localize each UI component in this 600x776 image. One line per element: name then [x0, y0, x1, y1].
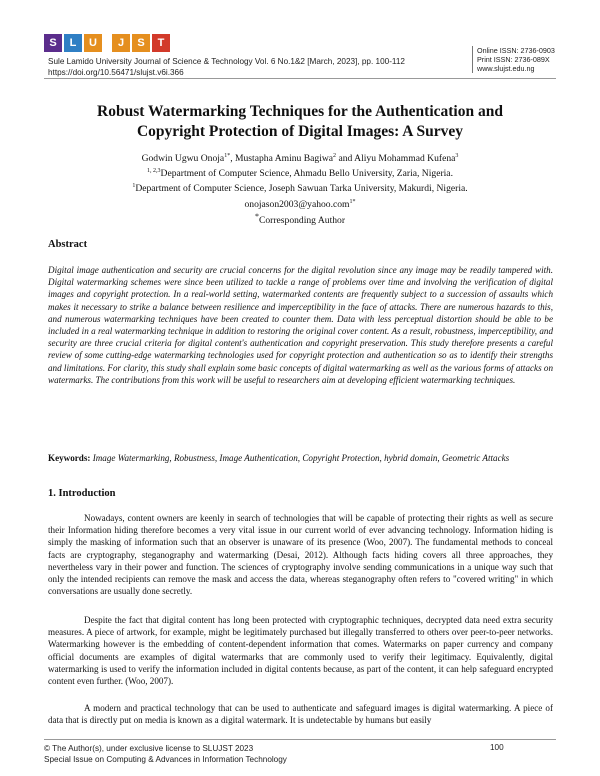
logo-letter: J: [112, 34, 130, 52]
online-issn: Online ISSN: 2736-0903: [477, 46, 555, 55]
intro-paragraph-3: A modern and practical technology that can be used to authenticate and safeguard images is digital watermarking. A piece of data that is directly put on media is known as a digital watermark. It is undetectable by humans but easily: [48, 703, 553, 726]
header-divider: [44, 78, 556, 79]
logo-letter: L: [64, 34, 82, 52]
keywords-label: Keywords:: [48, 453, 91, 463]
paper-title: [60, 102, 540, 142]
journal-header: [48, 56, 468, 78]
footer: [44, 743, 287, 765]
corresponding-author-note: *Corresponding Author: [254, 212, 346, 227]
page-number: 100: [490, 743, 504, 752]
section-heading-introduction: 1. Introduction: [48, 488, 116, 499]
keywords-list: Image Watermarking, Robustness, Image Authentication, Copyright Protection, hybrid domain, Geometric Attacks: [90, 453, 510, 463]
license-note: © The Author(s), under exclusive license to SLUJST 2023: [44, 744, 254, 753]
intro-paragraph-2: Despite the fact that digital content has long been protected with cryptographic techniques, decrypted data need extra security measures. A piece of artwork, for example, might be legitimately purchased but illegally transferred to others over peer-to-peer networks. Watermarking however is the embedding of content-dependent information that comes. Watermarks on paper currency and company official documents are examples of digital watermarks that are commonly used to verify their legitimacy. Equivalently, digital watermarking is used to verify the information included in digital contents because, as part of the content, it can help safeguard encrypted content even further. (Woo, 2007).: [48, 615, 553, 687]
special-issue-note: Special Issue on Computing & Advances in Information Technology: [44, 755, 287, 764]
title-line: Robust Watermarking Techniques for the Authentication and: [97, 103, 503, 120]
journal-logo: [44, 34, 170, 52]
title-line: Copyright Protection of Digital Images: A Survey: [136, 123, 464, 140]
logo-letter: S: [132, 34, 150, 52]
abstract-heading: Abstract: [48, 239, 88, 250]
affiliation-2: $^1$Department of Computer Science, Joseph Sawuan Tarka University, Makurdi, Nigeria.: [132, 183, 468, 195]
doi-link[interactable]: https://doi.org/10.56471/slujst.v6i.366: [48, 68, 184, 77]
logo-letter: S: [44, 34, 62, 52]
abstract-text: Digital image authentication and security are crucial concerns for the digital revolution since any image may be readily tampered with. Digital watermarking schemes were since been utilized to tackle a range of problems over time and involving the verification of digital images and copyright protection. In a real-world setting, watermarked contents are frequently subject to a succession of assaults which makes it necessary to strike a balance between resilience and imperceptibility in the face of attacks. There are numerous hazards to this, and numerous watermarking techniques have been created to counter them. Data with less perceptual distortion should be able to be included in a real watermarking technique in addition to restoring the original cover content. As a result, robustness, imperceptibility, and security are three crucial criteria for digital content's authentication and copyright preservation. This study therefore presents a careful review of some cutting-edge watermarking technologies used for copyright protection and authentication so as to identify their strengths and limitations. For clarity, this study shall explain some basic concepts of digital watermarking as well as the various forms of attacks on watermarks. The contributions from this work will be useful to researchers aim at developing efficient watermarking techniques.: [48, 265, 553, 385]
journal-citation: Sule Lamido University Journal of Science & Technology Vol. 6 No.1&2 [March, 2023], pp. 100-112: [48, 57, 405, 66]
footer-divider: [44, 739, 556, 740]
logo-letter: T: [152, 34, 170, 52]
print-issn: Print ISSN: 2736-089X: [477, 55, 550, 64]
logo-letter: U: [84, 34, 102, 52]
keywords: [48, 452, 553, 464]
author-block: [60, 150, 540, 211]
website-link[interactable]: www.slujst.edu.ng: [477, 64, 535, 73]
author-email[interactable]: onojason2003@yahoo.com$^{1*}$: [244, 198, 356, 210]
author-list: Godwin Ugwu Onoja$^{1*}$, Mustapha Aminu Bagiwa$^2$ and Aliyu Mohammad Kufena$^3$: [141, 153, 459, 165]
affiliation-1: $^{1, 2,3}$Department of Computer Science, Ahmadu Bello University, Zaria, Nigeria.: [147, 168, 453, 180]
intro-paragraph-1: Nowadays, content owners are keenly in search of technologies that will be capable of protecting their rights as well as secure their Information hiding therefore becomes a very vital issue in our current world of ever advancing technology. Information hiding is simply the masking of information such that an observer is unaware of its presence (Woo, 2007). The fundamental methods to conceal facts are cryptography, steganography and watermarking (Desai, 2012). Although facts hiding covers all three approaches, they nevertheless vary in their power and function. The sciences of cryptography involve sending communications in a unique way such that only the intended recipients can remove the mask and access the data, whereas steganography often refers to "covered writing" in which conversations are usually done secretly.: [48, 513, 553, 597]
issn-block: [472, 46, 577, 73]
